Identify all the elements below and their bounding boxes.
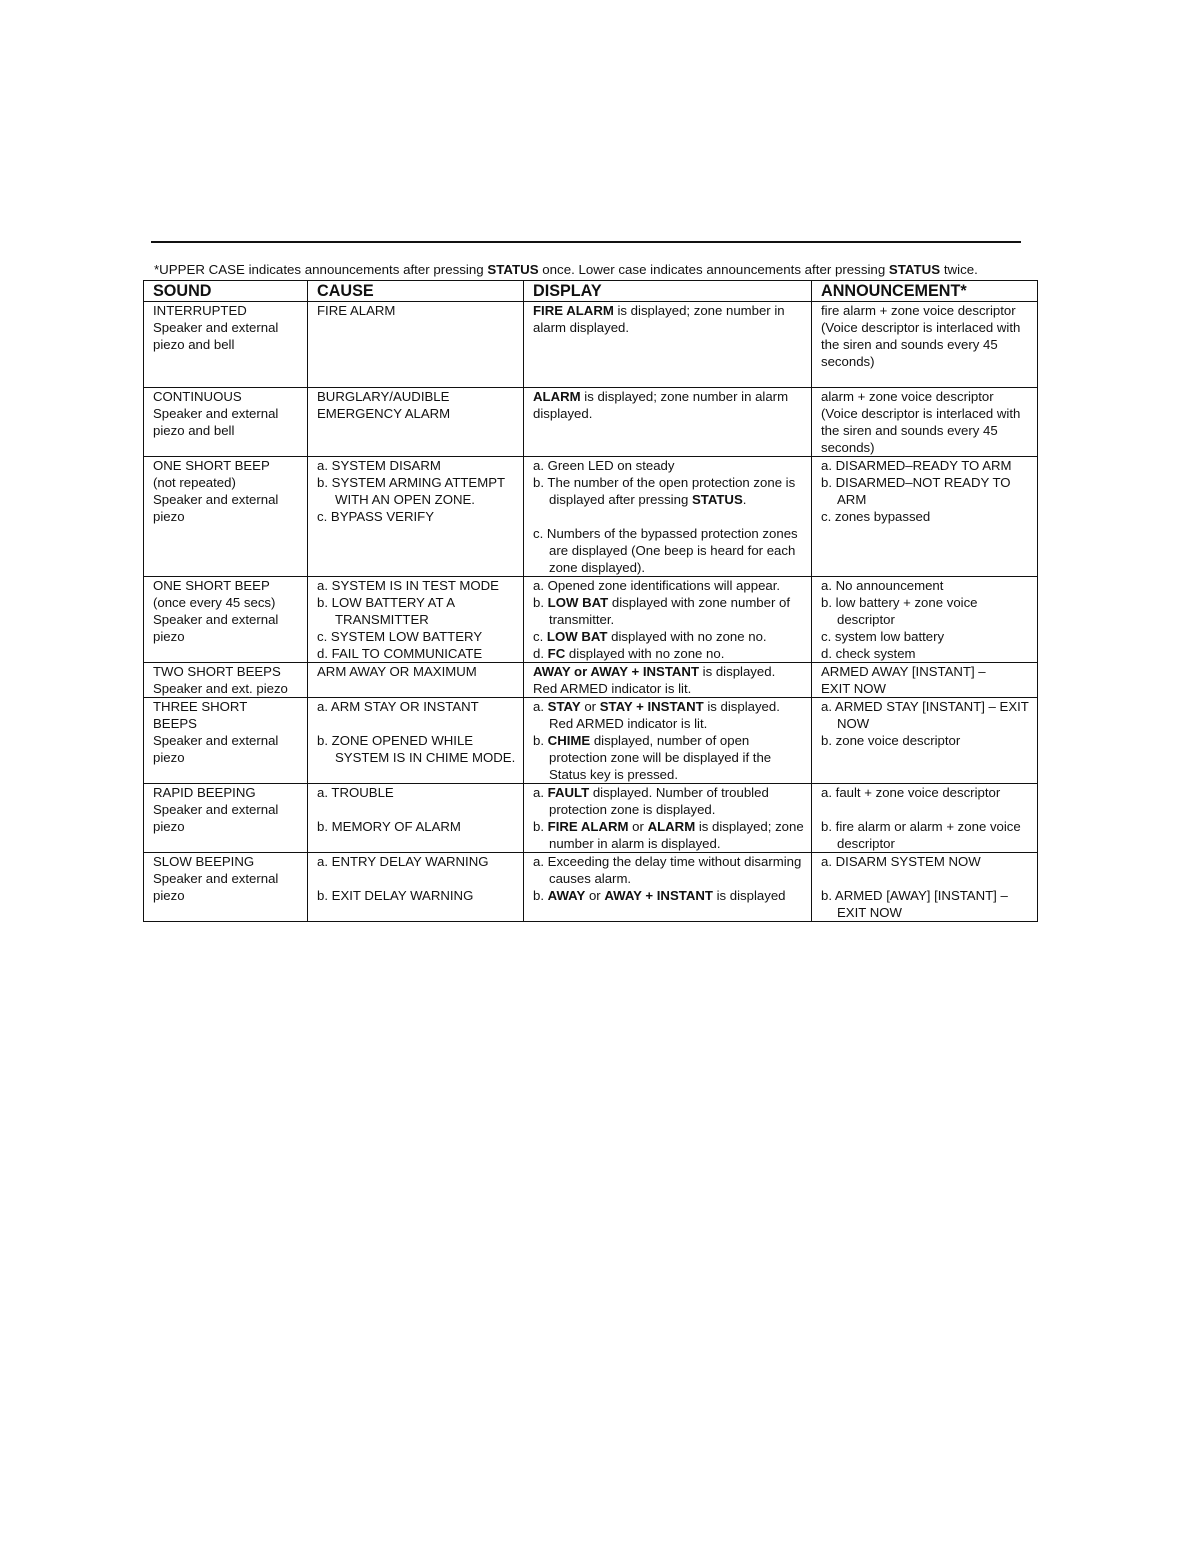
cause-item: a. ENTRY DELAY WARNING: [317, 854, 489, 869]
display-text: a.: [533, 785, 548, 800]
spacer: [533, 508, 805, 525]
note-text: *UPPER CASE indicates announcements after pressing: [154, 262, 488, 277]
cause-line: FIRE ALARM: [317, 303, 396, 318]
display-line: [533, 388, 805, 422]
sound-cell: [144, 663, 308, 698]
cause-item: b. SYSTEM ARMING ATTEMPT WITH AN OPEN ZONE.: [317, 475, 505, 507]
display-text: .: [742, 492, 747, 507]
announcement-item: d. check system: [821, 646, 916, 661]
spacer: [821, 870, 1031, 887]
sound-line: piezo and bell: [153, 423, 235, 438]
display-line: Red ARMED indicator is lit.: [533, 681, 692, 696]
cause-line: EMERGENCY ALARM: [317, 406, 451, 421]
announcement-item: b. ARMED [AWAY] [INSTANT] – EXIT NOW: [821, 888, 1008, 920]
announcement-cell: [812, 698, 1038, 784]
display-text: or: [628, 819, 648, 834]
display-keyword: FC: [547, 646, 566, 661]
upper-case-note: [154, 262, 978, 277]
sound-cell: [144, 698, 308, 784]
cause-item: c. SYSTEM LOW BATTERY: [317, 629, 483, 644]
cause-cell: [308, 457, 524, 577]
sound-line: piezo: [153, 629, 185, 644]
display-item: [533, 698, 805, 732]
cause-item: c. BYPASS VERIFY: [317, 509, 435, 524]
announcement-item: a. ARMED STAY [INSTANT] – EXIT NOW: [821, 699, 1029, 731]
display-text: a.: [533, 699, 548, 714]
sound-line: Speaker and external: [153, 733, 279, 748]
announcement-line: (Voice descriptor is interlaced with the siren and sounds every 45 seconds): [821, 406, 1021, 455]
cause-item: a. SYSTEM DISARM: [317, 458, 441, 473]
display-keyword: AWAY + INSTANT: [590, 664, 699, 679]
header-cause: CAUSE: [308, 281, 524, 302]
sound-line: piezo and bell: [153, 337, 235, 352]
spacer: [821, 801, 1031, 818]
sound-cell: [144, 457, 308, 577]
cause-item: b. LOW BATTERY AT A TRANSMITTER: [317, 595, 455, 627]
display-text: is displayed. Red ARMED indicator is lit.: [549, 699, 780, 731]
display-item: [533, 818, 805, 852]
sound-line: Speaker and external: [153, 406, 279, 421]
display-text: b.: [533, 733, 548, 748]
display-text: is displayed; zone number in alarm displayed.: [533, 303, 785, 335]
sound-cell: [144, 577, 308, 663]
top-rule: [151, 241, 1021, 243]
sound-cell: [144, 784, 308, 853]
display-text: c.: [533, 629, 547, 644]
announcement-item: a. No announcement: [821, 578, 944, 593]
announcement-item: a. DISARMED–READY TO ARM: [821, 458, 1012, 473]
cause-line: ARM AWAY OR MAXIMUM: [317, 664, 477, 679]
cause-item: b. MEMORY OF ALARM: [317, 819, 461, 834]
display-text: displayed with no zone no.: [565, 646, 725, 661]
cause-cell: [308, 663, 524, 698]
display-text: b.: [533, 595, 548, 610]
announcement-cell: [812, 577, 1038, 663]
display-item: a. Opened zone identifications will appear.: [533, 578, 781, 593]
display-text: b.: [533, 888, 548, 903]
table-row: [144, 853, 1038, 922]
cause-cell: [308, 853, 524, 922]
spacer: [317, 870, 517, 887]
display-cell: [524, 577, 812, 663]
announcement-item: c. zones bypassed: [821, 509, 931, 524]
sound-line: piezo: [153, 819, 185, 834]
display-text: displayed with zone number of transmitter.: [549, 595, 791, 627]
sound-line: Speaker and external: [153, 802, 279, 817]
announcement-cell: [812, 302, 1038, 388]
header-row: [144, 281, 1038, 302]
note-text: once. Lower case indicates announcements after pressing: [538, 262, 889, 277]
sound-line: TWO SHORT BEEPS: [153, 664, 281, 679]
announcement-line: ARMED AWAY [INSTANT] –: [821, 664, 986, 679]
note-text: twice.: [940, 262, 978, 277]
display-text: is displayed; zone number in alarm is displayed.: [549, 819, 804, 851]
header-sound: SOUND: [144, 281, 308, 302]
cause-item: a. TROUBLE: [317, 785, 394, 800]
display-cell: [524, 784, 812, 853]
display-cell: [524, 853, 812, 922]
display-keyword: LOW BAT: [546, 629, 608, 644]
display-keyword: STATUS: [691, 492, 743, 507]
note-status-key: STATUS: [888, 262, 941, 277]
display-cell: [524, 698, 812, 784]
display-item: [533, 645, 805, 662]
announcement-item: b. zone voice descriptor: [821, 733, 961, 748]
display-text: is displayed.: [699, 664, 776, 679]
display-text: or: [585, 888, 605, 903]
display-keyword: LOW BAT: [547, 595, 609, 610]
display-item: [533, 732, 805, 783]
announcement-line: alarm + zone voice descriptor: [821, 389, 994, 404]
display-line: [533, 663, 805, 680]
display-item: [533, 628, 805, 645]
sound-line: (not repeated): [153, 475, 236, 490]
display-keyword: ALARM: [533, 389, 581, 404]
display-keyword: FIRE ALARM: [533, 303, 614, 318]
table-row: [144, 663, 1038, 698]
display-item: [533, 474, 805, 508]
display-keyword: AWAY: [533, 664, 571, 679]
announcement-line: fire alarm + zone voice descriptor: [821, 303, 1016, 318]
sound-line: SLOW BEEPING: [153, 854, 255, 869]
announcement-line: (Voice descriptor is interlaced with the siren and sounds every 45 seconds): [821, 320, 1021, 369]
display-item: a. Green LED on steady: [533, 458, 675, 473]
display-item: c. Numbers of the bypassed protection zones are displayed (One beep is heard for each zone displayed).: [533, 526, 798, 575]
sound-line: piezo: [153, 509, 185, 524]
announcement-item: b. low battery + zone voice descriptor: [821, 595, 978, 627]
display-text: displayed with no zone no.: [607, 629, 767, 644]
table-row: [144, 698, 1038, 784]
display-text: b. The number of the open protection zone is displayed after pressing: [533, 475, 796, 507]
display-item: [533, 887, 805, 904]
display-keyword: CHIME: [547, 733, 591, 748]
announcement-item: b. fire alarm or alarm + zone voice descriptor: [821, 819, 1021, 851]
display-item: a. Exceeding the delay time without disarming causes alarm.: [533, 854, 802, 886]
display-keyword: AWAY + INSTANT: [604, 888, 713, 903]
sound-line: (once every 45 secs): [153, 595, 276, 610]
cause-cell: [308, 302, 524, 388]
cause-item: d. FAIL TO COMMUNICATE: [317, 646, 483, 661]
cause-cell: [308, 784, 524, 853]
display-cell: [524, 457, 812, 577]
sound-line: Speaker and external: [153, 612, 279, 627]
display-text: b.: [533, 819, 548, 834]
sound-line: piezo: [153, 750, 185, 765]
table-row: [144, 457, 1038, 577]
display-cell: [524, 302, 812, 388]
sound-line: THREE SHORT: [153, 699, 248, 714]
display-text: d.: [533, 646, 548, 661]
announcement-cell: [812, 457, 1038, 577]
display-item: [533, 594, 805, 628]
display-keyword: ALARM: [647, 819, 696, 834]
display-text: is displayed; zone number in alarm displayed.: [533, 389, 789, 421]
sound-cell: [144, 388, 308, 457]
cause-cell: [308, 388, 524, 457]
announcement-item: a. DISARM SYSTEM NOW: [821, 854, 981, 869]
note-status-key: STATUS: [487, 262, 539, 277]
display-cell: [524, 388, 812, 457]
cause-item: b. EXIT DELAY WARNING: [317, 888, 474, 903]
announcement-cell: [812, 853, 1038, 922]
header-display: DISPLAY: [524, 281, 812, 302]
display-text: is displayed: [712, 888, 786, 903]
sound-line: Speaker and external: [153, 320, 279, 335]
display-text: or: [580, 699, 600, 714]
sound-cell: [144, 302, 308, 388]
announcement-cell: [812, 784, 1038, 853]
announcement-line: EXIT NOW: [821, 681, 886, 696]
cause-cell: [308, 577, 524, 663]
sound-line: INTERRUPTED: [153, 303, 247, 318]
announcement-cell: [812, 388, 1038, 457]
display-keyword: FAULT: [547, 785, 590, 800]
cause-item: b. ZONE OPENED WHILE SYSTEM IS IN CHIME MODE.: [317, 733, 516, 765]
table-row: [144, 577, 1038, 663]
display-keyword: AWAY: [547, 888, 586, 903]
table-row: [144, 302, 1038, 388]
audible-notification-table: [143, 280, 1038, 922]
table-row: [144, 784, 1038, 853]
display-item: [533, 784, 805, 818]
announcement-item: b. DISARMED–NOT READY TO ARM: [821, 475, 1011, 507]
display-line: [533, 302, 805, 336]
display-text: displayed. Number of troubled protection zone is displayed.: [549, 785, 769, 817]
announcement-item: a. fault + zone voice descriptor: [821, 785, 1001, 800]
sound-line: ONE SHORT BEEP: [153, 578, 270, 593]
table-row: [144, 388, 1038, 457]
sound-line: Speaker and external: [153, 871, 279, 886]
sound-line: CONTINUOUS: [153, 389, 242, 404]
spacer: [317, 715, 517, 732]
sound-line: ONE SHORT BEEP: [153, 458, 270, 473]
sound-line: piezo: [153, 888, 185, 903]
sound-cell: [144, 853, 308, 922]
sound-line: RAPID BEEPING: [153, 785, 256, 800]
cause-cell: [308, 698, 524, 784]
sound-line: Speaker and ext. piezo: [153, 681, 288, 696]
display-keyword: STAY: [547, 699, 581, 714]
cause-item: a. ARM STAY OR INSTANT: [317, 699, 479, 714]
header-announcement: ANNOUNCEMENT*: [812, 281, 1038, 302]
announcement-item: c. system low battery: [821, 629, 945, 644]
display-cell: [524, 663, 812, 698]
display-text: or: [570, 664, 591, 679]
cause-line: BURGLARY/AUDIBLE: [317, 389, 450, 404]
display-keyword: FIRE ALARM: [547, 819, 629, 834]
sound-line: BEEPS: [153, 716, 197, 731]
sound-line: Speaker and external: [153, 492, 279, 507]
cause-item: a. SYSTEM IS IN TEST MODE: [317, 578, 499, 593]
display-text: displayed, number of open protection zone will be displayed if the Status key is pressed.: [549, 733, 772, 782]
announcement-cell: [812, 663, 1038, 698]
spacer: [317, 801, 517, 818]
display-keyword: STAY + INSTANT: [599, 699, 704, 714]
